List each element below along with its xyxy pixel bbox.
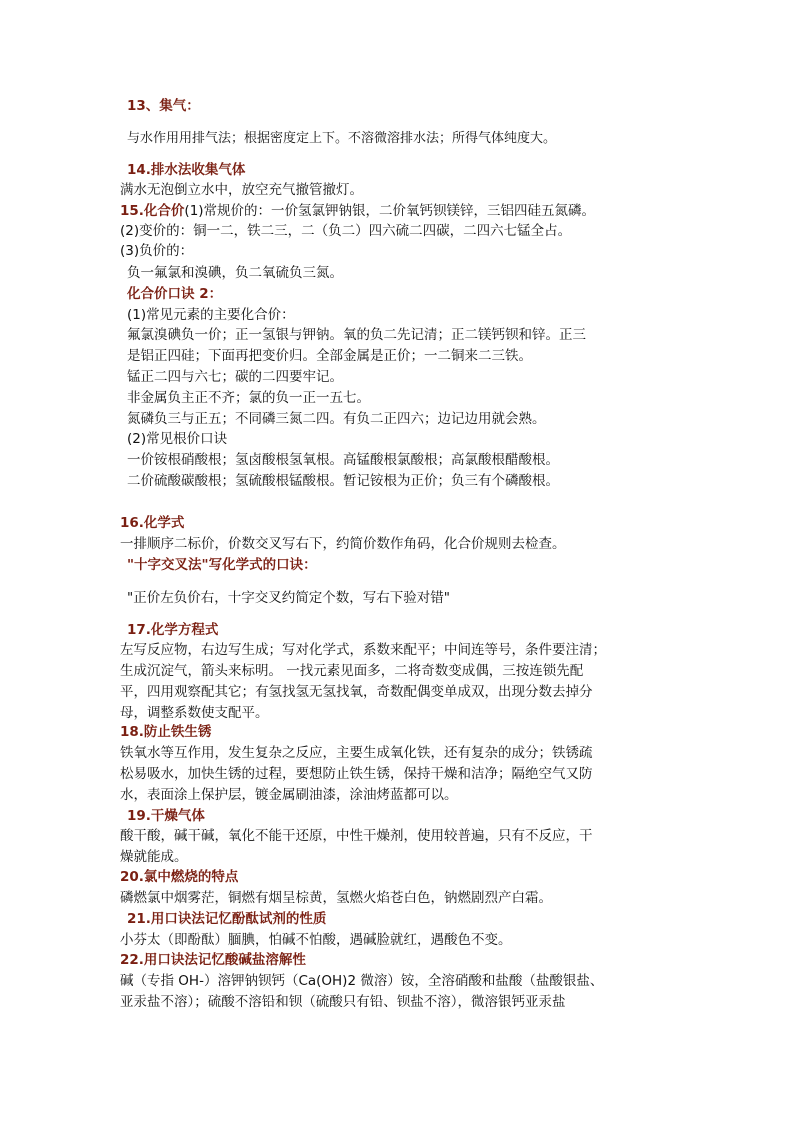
section-16-subheading: "十字交叉法"写化学式的口诀： [127,557,317,573]
section-18-heading: 18.防止铁生锈 [120,724,212,740]
section-15-line-2: (2)变价的：铜一二，铁二三，二（负二）四六硫二四碳，二四六七锰全占。 [120,223,572,239]
section-21-heading: 21.用口诀法记忆酚酞试剂的性质 [127,911,327,927]
section-15-line-3: (3)负价的： [120,243,194,259]
rhyme-2-line-2: 氟氯溴碘负一价；正一氢银与钾钠。氧的负二先记清；正二镁钙钡和锌。正三 [127,327,586,343]
rhyme-2-line-8: 一价铵根硝酸根；氢卤酸根氢氧根。高锰酸根氯酸根；高氯酸根醋酸根。 [127,452,559,468]
section-17-line-1: 左写反应物，右边写生成；写对化学式，系数来配平；中间连等号，条件要注清； [120,642,606,658]
section-18-line-3: 水，表面涂上保护层，镀金属刷油漆，涂油烤蓝都可以。 [120,787,458,803]
section-20-body: 磷燃氯中烟雾茫，铜燃有烟呈棕黄，氢燃火焰苍白色，钠燃剧烈产白霜。 [120,890,552,906]
section-22-line-2: 亚汞盐不溶）；硫酸不溶铅和钡（硫酸只有铅、钡盐不溶），微溶银钙亚汞盐 [120,994,566,1010]
section-17-line-4: 母，调整系数使支配平。 [120,705,269,721]
section-17-line-3: 平，四用观察配其它；有氢找氢无氢找氧，奇数配偶变单成双，出现分数去掉分 [120,684,593,700]
section-19-heading: 19.干燥气体 [127,808,205,824]
section-14-body: 满水无泡倒立水中，放空充气撤管撤灯。 [120,182,363,198]
rhyme-2-heading: 化合价口诀 2： [127,286,223,302]
section-19-line-2: 燥就能成。 [120,849,188,865]
rhyme-2-line-3: 是铝正四硅；下面再把变价归。全部金属是正价；一二铜来二三铁。 [127,348,532,364]
section-20-heading: 20.氯中燃烧的特点 [120,869,239,885]
section-13-heading: 13、集气： [127,98,200,114]
section-13-body: 与水作用用排气法；根据密度定上下。不溶微溶排水法；所得气体纯度大。 [127,131,557,146]
section-14-heading: 14.排水法收集气体 [127,162,246,178]
section-22-heading: 22.用口诀法记忆酸碱盐溶解性 [120,952,306,968]
rhyme-2-line-1: (1)常见元素的主要化合价： [127,307,295,323]
section-21-body: 小芬太（即酚酞）腼腆，怕碱不怕酸，遇碱脸就红，遇酸色不变。 [120,932,512,948]
section-22-line-1: 碱（专指 OH-）溶钾钠钡钙（Ca(OH)2 微溶）铵，全溶硝酸和盐酸（盐酸银盐、 [120,973,604,989]
rhyme-2-line-5: 非金属负主正不齐；氯的负一正一五七。 [127,390,370,406]
rhyme-2-line-9: 二价硫酸碳酸根；氢硫酸根锰酸根。暂记铵根为正价；负三有个磷酸根。 [127,473,559,489]
section-19-line-1: 酸干酸，碱干碱，氧化不能干还原，中性干燥剂，使用较普遍，只有不反应，干 [120,828,593,844]
section-17-line-2: 生成沉淀气，箭头来标明。 一找元素见面多，二将奇数变成偶，三按连锁先配 [120,663,584,679]
section-15-line-1 [120,201,595,221]
section-15-line-4: 负一氟氯和溴碘，负二氧硫负三氮。 [127,265,343,281]
section-15-text: (1)常规价的：一价氢氯钾钠银，二价氧钙钡镁锌，三铝四硅五氮磷。 [184,203,596,219]
rhyme-2-line-6: 氮磷负三与正五；不同磷三氮二四。有负二正四六；边记边用就会熟。 [127,411,546,427]
section-18-line-1: 铁氧水等互作用，发生复杂之反应，主要生成氧化铁，还有复杂的成分；铁锈疏 [120,745,593,761]
section-16-quote: "正价左负价右，十字交叉约简定个数，写右下验对错" [127,590,450,606]
section-17-heading: 17.化学方程式 [127,622,219,638]
section-15-heading: 15.化合价 [120,203,185,219]
rhyme-2-line-7: (2)常见根价口诀 [127,431,228,447]
section-18-line-2: 松易吸水，加快生锈的过程，要想防止铁生锈，保持干燥和洁净；隔绝空气又防 [120,766,593,782]
rhyme-2-line-4: 锰正二四与六七；碳的二四要牢记。 [127,369,343,385]
section-16-heading: 16.化学式 [120,515,185,531]
section-16-body: 一排顺序二标价，价数交叉写右下，约简价数作角码，化合价规则去检查。 [120,536,566,552]
